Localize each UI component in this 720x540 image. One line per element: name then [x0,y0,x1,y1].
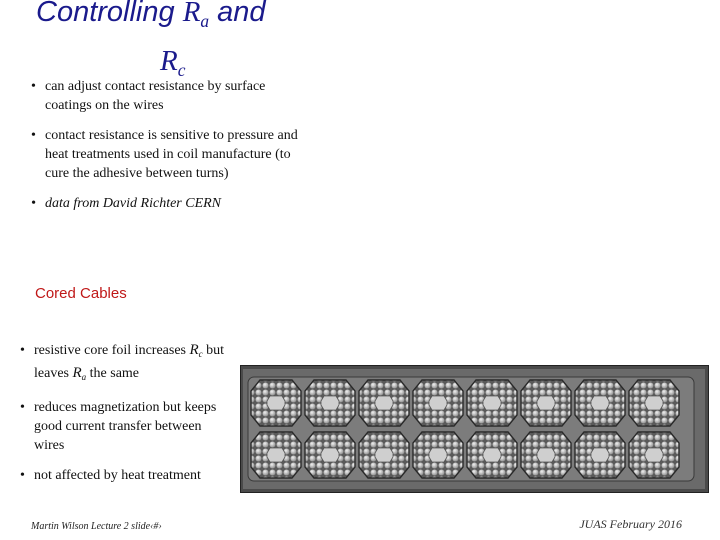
bullet-item: • reduces magnetization but keeps good current transfer between wires [20,398,225,455]
bullet-item: • not affected by heat treatment [20,466,225,485]
cored-cable-photo [240,365,709,493]
cored-cables-heading: Cored Cables [35,285,127,302]
title-text-prefix: Controlling [36,0,183,28]
title-text-suffix: and [209,0,266,28]
bullet-list-cored [20,341,225,496]
footer-right: JUAS February 2016 [579,517,682,531]
title-var-ra: $R_a$ [182,0,210,32]
bullet-item: • can adjust contact resistance by surface coatings on the wires [31,77,311,115]
bullet-item-source: • data from David Richter CERN [31,194,311,213]
footer-left: Martin Wilson Lecture 2 slide‹#› [31,521,162,532]
bullet-item: • resistive core foil increases $R_c$ but leaves $R_a$ the same [20,341,225,387]
bullet-item: • contact resistance is sensitive to pressure and heat treatments used in coil manufacture (to cure the adhesive between turns) [31,126,311,183]
title-var-rc: $R_c$ [160,45,186,81]
bullet-list-top [31,77,311,224]
